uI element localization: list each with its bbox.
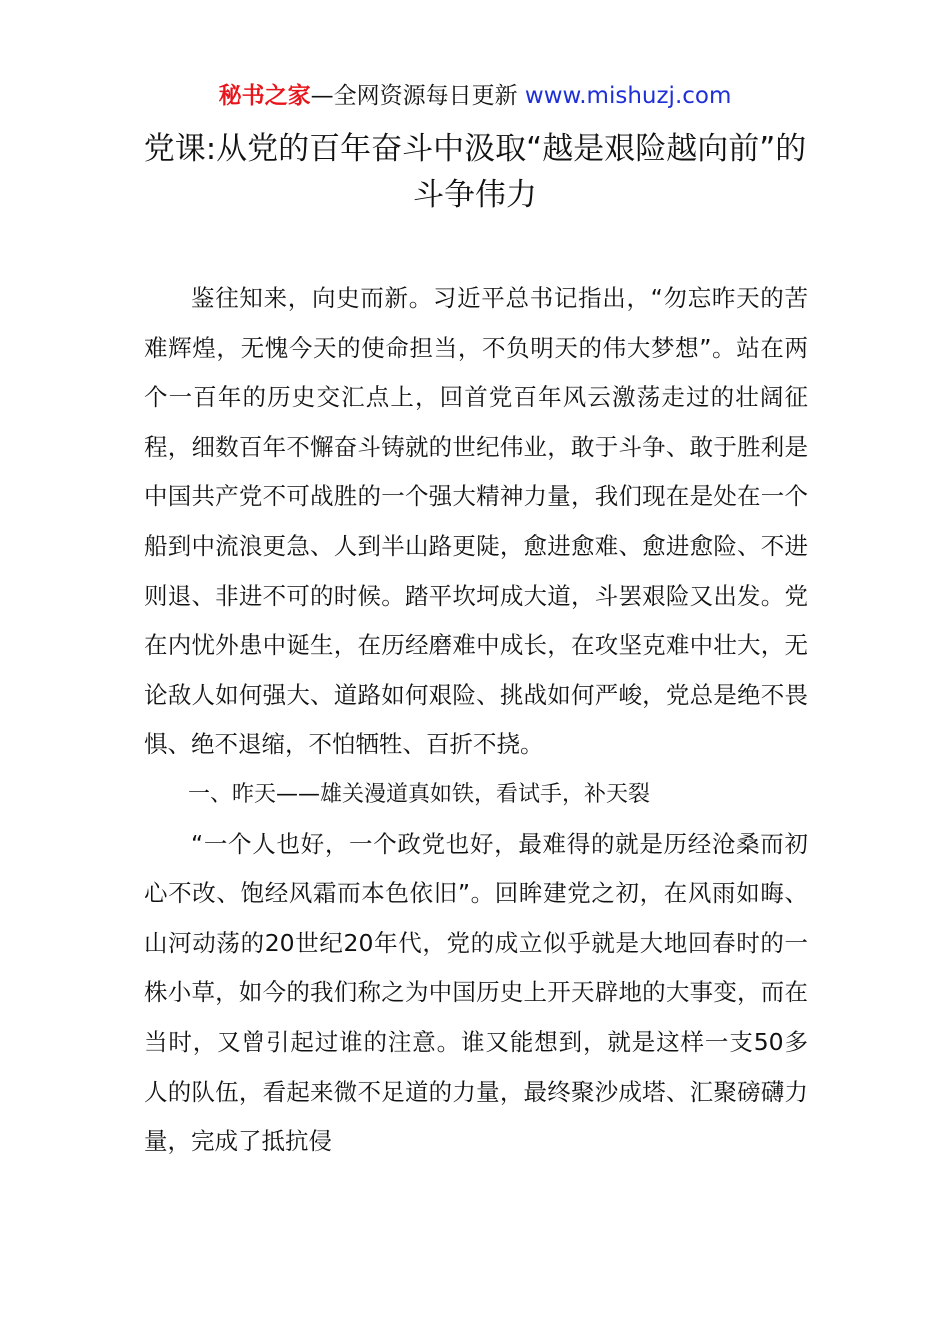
- intro-paragraph: 鉴往知来，向史而新。习近平总书记指出，“勿忘昨天的苦难辉煌，无愧今天的使命担当，不负明天的伟大梦想”。站在两个一百年的历史交汇点上，回首党百年风云激荡走过的壮阔征程，细数百年不懈奋斗铸就的世纪伟业，敢于斗争、敢于胜利是中国共产党不可战胜的一个强大精神力量，我们现在是处在一个船到中流浪更急、人到半山路更陡，愈进愈难、愈进愈险、不进则退、非进不可的时候。踏平坎坷成大道，斗罢艰险又出发。党在内忧外患中诞生，在历经磨难中成长，在攻坚克难中壮大，无论敌人如何强大、道路如何艰险、挑战如何严峻，党总是绝不畏惧、绝不退缩，不怕牺牲、百折不挠。: [144, 284, 808, 759]
- site-header: [0, 80, 950, 112]
- section-paragraph: “一个人也好，一个政党也好，最难得的就是历经沧桑而初心不改、饱经风霜而本色依旧”。回眸建党之初，在风雨如晦、山河动荡的20世纪20年代，党的成立似乎就是大地回春时的一株小草，如今的我们称之为中国历史上开天辟地的大事变，而在当时，又曾引起过谁的注意。谁又能想到，就是这样一支50多人的队伍，看起来微不足道的力量，最终聚沙成塔、汇聚磅礴力量，完成了抵抗侵: [144, 829, 808, 1156]
- site-brand: 秘书之家: [218, 83, 311, 109]
- document-body: [144, 274, 808, 1167]
- section-heading: 一、昨天——雄关漫道真如铁，看试手，补天裂: [188, 781, 651, 807]
- site-tagline: —全网资源每日更新: [310, 83, 525, 109]
- document-title: 党课:从党的百年奋斗中汲取“越是艰险越向前”的斗争伟力: [143, 131, 807, 213]
- site-url-link[interactable]: www.mishuzj.com: [524, 83, 732, 109]
